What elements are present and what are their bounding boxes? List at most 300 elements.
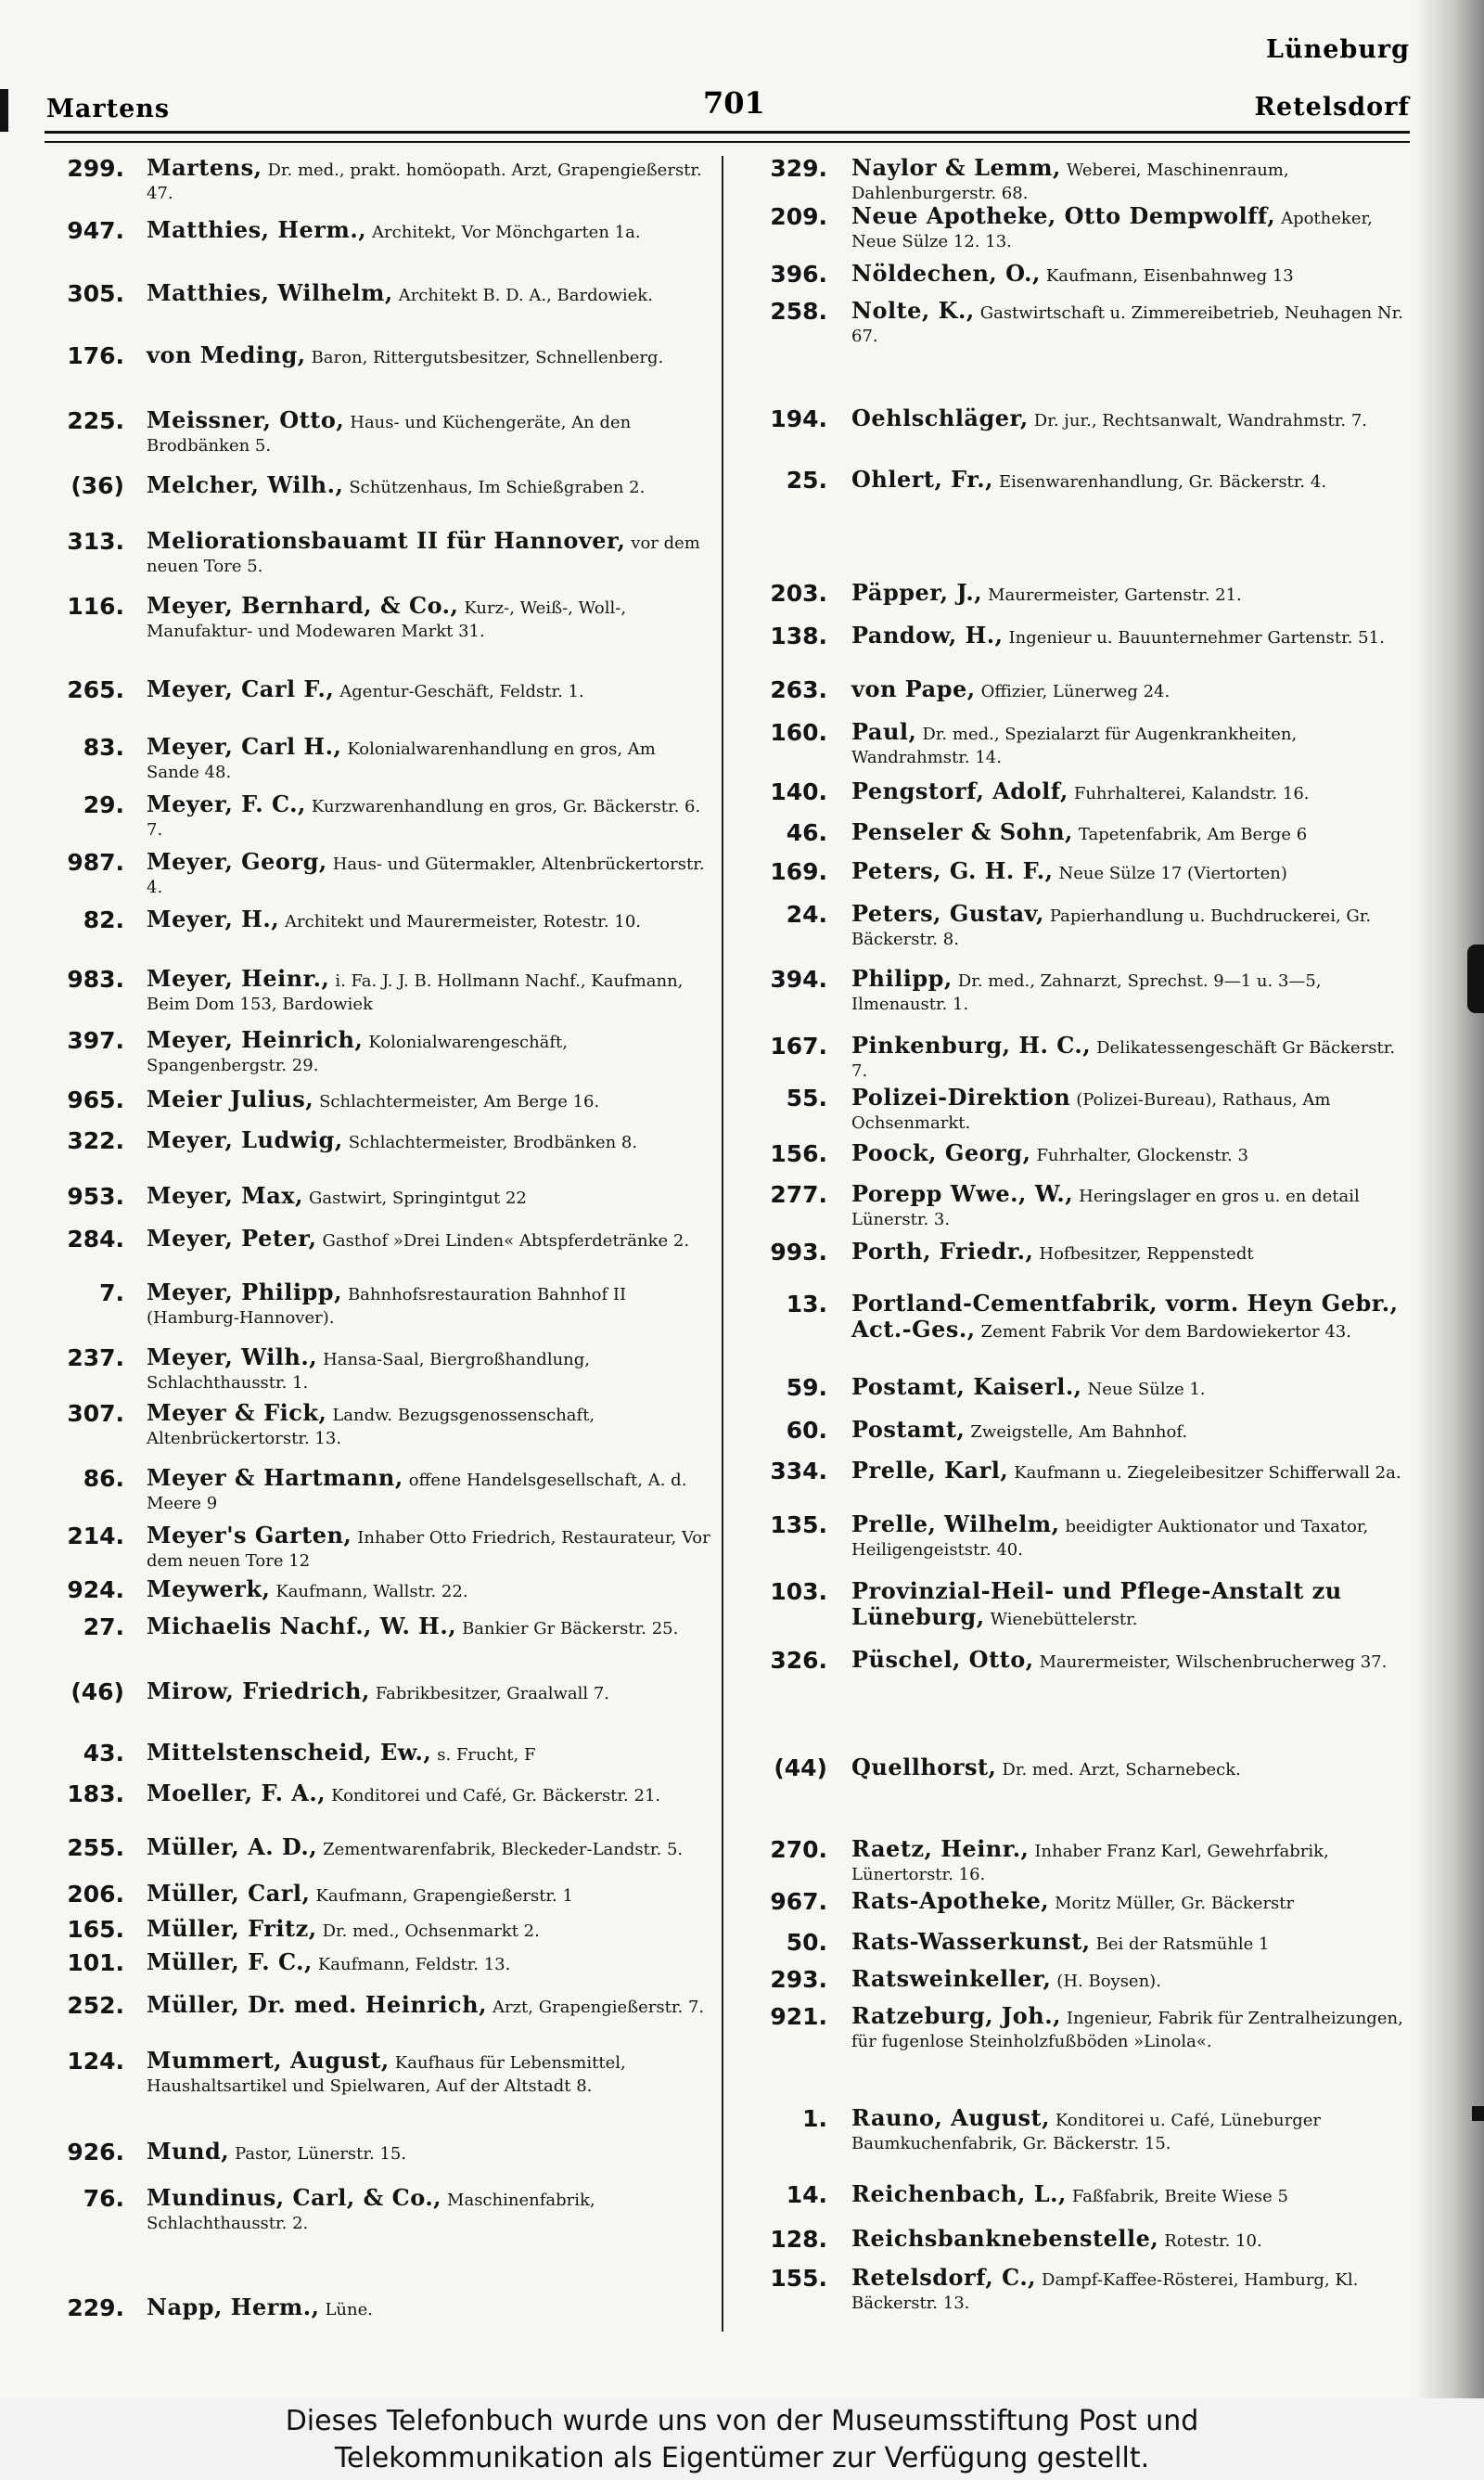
subscriber-name: Melcher, Wilh.,: [147, 471, 344, 498]
subscriber-name: Porepp Wwe., W.,: [851, 1180, 1074, 1207]
entry-text: [851, 2004, 1414, 2053]
entry-text: [147, 1614, 712, 1640]
phone-number: 263.: [770, 676, 827, 703]
subscriber-details: Zement Fabrik Vor dem Bardowiekertor 43.: [980, 1322, 1351, 1342]
phone-number: 138.: [770, 623, 827, 649]
entry-text: [147, 2295, 712, 2321]
entry-text: [851, 1648, 1414, 1674]
subscriber-name: Meier Julius,: [147, 1086, 314, 1112]
subscriber-name: Meyer, Philipp,: [147, 1279, 342, 1305]
phone-number: 194.: [770, 405, 827, 432]
subscriber-details: Haus- und Küchengeräte, An den Brodbänken 5.: [147, 413, 632, 456]
subscriber-details: Dr. med., prakt. homöopath. Arzt, Grapengießerstr. 47.: [147, 161, 702, 203]
subscriber-details: Lüne.: [325, 2300, 373, 2319]
phone-number: 176.: [67, 342, 124, 369]
subscriber-details: Schützenhaus, Im Schießgraben 2.: [349, 478, 646, 497]
subscriber-name: Müller, A. D.,: [147, 1833, 318, 1860]
phone-number: 165.: [67, 1916, 124, 1943]
phone-number: 209.: [770, 203, 827, 230]
subscriber-details: Dr. jur., Rechtsanwalt, Wandrahmstr. 7.: [1033, 411, 1368, 430]
header-first-entry: Martens: [46, 95, 171, 123]
subscriber-name: Neue Apotheke, Otto Dempwolff,: [851, 202, 1276, 229]
subscriber-details: Ingenieur, Fabrik für Zentralheizungen, für fugenlose Steinholzfußböden »Linola«.: [851, 2009, 1403, 2051]
subscriber-name: Polizei-Direktion: [851, 1084, 1071, 1111]
phone-number: 967.: [770, 1888, 827, 1915]
phone-number: 135.: [770, 1511, 827, 1538]
phone-number: 82.: [83, 906, 124, 933]
entry-text: [147, 1993, 712, 2019]
phone-number: 237.: [67, 1344, 124, 1371]
entry-text: [851, 262, 1414, 288]
subscriber-details: Konditorei u. Café, Lüneburger Baumkuchenfabrik, Gr. Bäckerstr. 15.: [851, 2111, 1321, 2153]
phone-number: 206.: [67, 1881, 124, 1908]
subscriber-name: von Pape,: [851, 675, 976, 702]
subscriber-name: Napp, Herm.,: [147, 2294, 320, 2320]
subscriber-details: Maurermeister, Wilschenbrucherweg 37.: [1039, 1652, 1388, 1672]
subscriber-details: Haus- und Gütermakler, Altenbrückertorstr. 4.: [147, 855, 705, 897]
phone-number: (44): [774, 1754, 827, 1781]
subscriber-name: Meyer & Hartmann,: [147, 1464, 403, 1491]
subscriber-details: Kaufmann u. Ziegeleibesitzer Schifferwall 2a.: [1014, 1463, 1401, 1483]
subscriber-name: von Meding,: [147, 341, 306, 368]
subscriber-details: Dampf-Kaffee-Rösterei, Hamburg, Kl. Bäckerstr. 13.: [851, 2270, 1359, 2313]
entry-text: [147, 1280, 712, 1330]
subscriber-details: Architekt B. D. A., Bardowiek.: [398, 286, 653, 305]
phone-number: 59.: [786, 1374, 827, 1401]
entry-text: [851, 2106, 1414, 2155]
entry-text: [851, 1291, 1414, 1343]
subscriber-name: Michaelis Nachf., W. H.,: [147, 1613, 457, 1639]
phone-number: 103.: [770, 1578, 827, 1605]
page-edge-shadow: [1414, 0, 1484, 2398]
subscriber-details: (H. Boysen).: [1056, 1972, 1161, 1991]
subscriber-name: Peters, G. H. F.,: [851, 857, 1054, 884]
subscriber-details: Architekt, Vor Mönchgarten 1a.: [372, 223, 641, 242]
subscriber-name: Meliorationsbauamt II für Hannover,: [147, 527, 626, 554]
phone-number: 258.: [770, 298, 827, 325]
subscriber-name: Ratzeburg, Joh.,: [851, 2002, 1061, 2029]
subscriber-details: Faßfabrik, Breite Wiese 5: [1071, 2187, 1288, 2206]
subscriber-details: Bankier Gr Bäckerstr. 25.: [462, 1619, 679, 1638]
entry-text: [147, 850, 712, 899]
entry-text: [851, 204, 1414, 253]
entry-text: [851, 967, 1414, 1016]
subscriber-name: Provinzial-Heil- und Pflege-Anstalt zu Lüneburg,: [851, 1577, 1342, 1630]
subscriber-name: Rats-Wasserkunst,: [851, 1928, 1091, 1955]
subscriber-details: Gastwirt, Springintgut 22: [308, 1189, 527, 1208]
phone-number: 14.: [786, 2181, 827, 2208]
phone-number: 128.: [770, 2226, 827, 2253]
subscriber-details: (Polizei-Bureau), Rathaus, Am Ochsenmarkt.: [851, 1090, 1331, 1133]
subscriber-name: Postamt, Kaiserl.,: [851, 1373, 1082, 1400]
subscriber-name: Meissner, Otto,: [147, 406, 345, 433]
subscriber-name: Peters, Gustav,: [851, 900, 1044, 927]
subscriber-details: Zementwarenfabrik, Bleckeder-Landstr. 5.: [323, 1840, 684, 1859]
phone-number: 924.: [67, 1576, 124, 1603]
entry-text: [851, 820, 1414, 846]
binding-mark-top-left: [0, 89, 8, 132]
entry-text: [147, 473, 712, 499]
subscriber-details: Schlachtermeister, Am Berge 16.: [319, 1092, 600, 1112]
phone-number: 953.: [67, 1183, 124, 1210]
subscriber-name: Meyer, Heinrich,: [147, 1026, 364, 1053]
phone-number: 229.: [67, 2294, 124, 2321]
subscriber-name: Meyer, Carl F.,: [147, 675, 335, 702]
phone-number: 993.: [770, 1239, 827, 1266]
phone-number: 55.: [786, 1085, 827, 1112]
phone-number: 921.: [770, 2003, 827, 2030]
subscriber-name: Meyer, Ludwig,: [147, 1126, 343, 1153]
phone-number: 13.: [786, 1291, 827, 1317]
page-number: 701: [703, 85, 765, 121]
phone-number: 277.: [770, 1181, 827, 1208]
phone-number: 394.: [770, 966, 827, 993]
phone-number: 60.: [786, 1417, 827, 1444]
footer-line-2: Telekommunikation als Eigentümer zur Verfügung gestellt.: [334, 2442, 1150, 2474]
subscriber-details: offene Handelsgesellschaft, A. d. Meere 9: [147, 1471, 687, 1513]
subscriber-details: Kaufmann, Grapengießerstr. 1: [315, 1886, 573, 1906]
entry-text: [851, 1837, 1414, 1886]
subscriber-details: s. Frucht, F: [437, 1745, 536, 1765]
phone-number: 203.: [770, 580, 827, 607]
subscriber-name: Mundinus, Carl, & Co.,: [147, 2184, 442, 2211]
subscriber-details: Arzt, Grapengießerstr. 7.: [492, 1998, 705, 2017]
subscriber-details: Tapetenfabrik, Am Berge 6: [1078, 825, 1308, 844]
subscriber-details: Landw. Bezugsgenossenschaft, Altenbrückertorstr. 13.: [147, 1406, 595, 1448]
subscriber-name: Müller, Dr. med. Heinrich,: [147, 1991, 487, 2018]
entry-text: [851, 2182, 1414, 2208]
entry-text: [147, 1950, 712, 1976]
subscriber-name: Müller, F. C.,: [147, 1948, 313, 1975]
subscriber-details: Eisenwarenhandlung, Gr. Bäckerstr. 4.: [998, 472, 1327, 492]
subscriber-details: Fabrikbesitzer, Graalwall 7.: [375, 1684, 610, 1703]
entry-text: [147, 1882, 712, 1908]
subscriber-name: Pinkenburg, H. C.,: [851, 1032, 1092, 1059]
phone-number: 101.: [67, 1949, 124, 1976]
subscriber-details: Apotheker, Neue Sülze 12. 13.: [851, 209, 1373, 251]
entry-text: [147, 1679, 712, 1705]
subscriber-name: Mummert, August,: [147, 2047, 390, 2074]
subscriber-details: beeidigter Auktionator und Taxator, Heiligengeiststr. 40.: [851, 1517, 1369, 1560]
phone-number: 183.: [67, 1780, 124, 1807]
entry-text: [147, 1577, 712, 1603]
subscriber-name: Retelsdorf, C.,: [851, 2264, 1037, 2291]
subscriber-details: Ingenieur u. Bauunternehmer Gartenstr. 51.: [1008, 628, 1385, 648]
subscriber-name: Postamt,: [851, 1416, 966, 1443]
entry-text: [851, 623, 1414, 649]
subscriber-details: Konditorei und Café, Gr. Bäckerstr. 21.: [331, 1786, 661, 1805]
subscriber-details: Kaufmann, Feldstr. 13.: [317, 1955, 511, 1974]
subscriber-details: Heringslager en gros u. en detail Lünerstr. 3.: [851, 1187, 1360, 1229]
entry-text: [851, 2227, 1414, 2253]
phone-number: 76.: [83, 2185, 124, 2212]
subscriber-details: Bei der Ratsmühle 1: [1095, 1934, 1270, 1954]
subscriber-details: vor dem neuen Tore 5.: [147, 533, 700, 576]
subscriber-name: Porth, Friedr.,: [851, 1238, 1034, 1265]
phone-number: 50.: [786, 1929, 827, 1956]
subscriber-name: Oehlschläger,: [851, 405, 1029, 431]
entry-text: [851, 156, 1414, 205]
subscriber-name: Reichenbach, L.,: [851, 2180, 1067, 2207]
subscriber-details: i. Fa. J. J. B. Hollmann Nachf., Kaufmann, Beim Dom 153, Bardowiek: [147, 971, 684, 1014]
phone-number: 983.: [67, 966, 124, 993]
entry-text: [851, 1512, 1414, 1561]
subscriber-details: Offizier, Lünerweg 24.: [980, 682, 1171, 701]
entry-text: [147, 2049, 712, 2098]
subscriber-name: Prelle, Wilhelm,: [851, 1510, 1060, 1537]
subscriber-name: Ohlert, Fr.,: [851, 466, 993, 493]
phone-number: 255.: [67, 1834, 124, 1861]
phone-number: 397.: [67, 1027, 124, 1054]
entry-text: [851, 1086, 1414, 1135]
subscriber-details: Agentur-Geschäft, Feldstr. 1.: [339, 682, 584, 701]
subscriber-details: Inhaber Franz Karl, Gewehrfabrik, Lünertorstr. 16.: [851, 1842, 1329, 1884]
page-header: [45, 19, 1410, 139]
entry-text: [147, 1128, 712, 1154]
phone-number: 214.: [67, 1523, 124, 1549]
entry-text: [851, 1458, 1414, 1484]
entry-text: [851, 677, 1414, 703]
phone-number: 293.: [770, 1966, 827, 1993]
phone-number: 25.: [786, 467, 827, 494]
entry-text: [147, 1523, 712, 1573]
subscriber-details: Pastor, Lünerstr. 15.: [235, 2144, 407, 2164]
entry-text: [851, 779, 1414, 805]
subscriber-details: Dr. med., Ochsenmarkt 2.: [322, 1921, 540, 1941]
subscriber-name: Meyer, Heinr.,: [147, 965, 330, 992]
phone-number: 329.: [770, 155, 827, 182]
subscriber-details: Kurz-, Weiß-, Woll-, Manufaktur- und Modewaren Markt 31.: [147, 598, 627, 641]
subscriber-details: Dr. med. Arzt, Scharnebeck.: [1002, 1760, 1241, 1780]
entry-text: [851, 581, 1414, 607]
phone-number: (46): [70, 1678, 124, 1705]
entry-text: [147, 735, 712, 784]
entry-text: [147, 218, 712, 244]
subscriber-name: Nolte, K.,: [851, 297, 975, 324]
subscriber-details: Kurzwarenhandlung en gros, Gr. Bäckerstr. 6. 7.: [147, 797, 701, 840]
entry-text: [147, 677, 712, 703]
phone-number: 7.: [99, 1279, 124, 1306]
subscriber-name: Matthies, Herm.,: [147, 216, 367, 243]
phone-number: 987.: [67, 849, 124, 876]
phone-number: 160.: [770, 719, 827, 746]
subscriber-name: Rats-Apotheke,: [851, 1887, 1050, 1914]
subscriber-details: Zweigstelle, Am Bahnhof.: [970, 1422, 1188, 1442]
subscriber-details: Gastwirtschaft u. Zimmereibetrieb, Neuhagen Nr. 67.: [851, 303, 1403, 346]
footer-line-1: Dieses Telefonbuch wurde uns von der Museumsstiftung Post und: [285, 2405, 1199, 2437]
subscriber-details: Weberei, Maschinenraum, Dahlenburgerstr. 68.: [851, 161, 1289, 203]
phone-number: 926.: [67, 2139, 124, 2165]
subscriber-name: Meyer, Wilh.,: [147, 1343, 318, 1370]
phone-number: 43.: [83, 1740, 124, 1767]
subscriber-name: Nöldechen, O.,: [851, 260, 1041, 287]
subscriber-name: Poock, Georg,: [851, 1139, 1031, 1166]
phone-number: 396.: [770, 261, 827, 288]
entry-text: [851, 1418, 1414, 1444]
subscriber-details: Papierhandlung u. Buchdruckerei, Gr. Bäckerstr. 8.: [851, 906, 1372, 949]
phone-number: 947.: [67, 217, 124, 244]
subscriber-details: Kaufmann, Wallstr. 22.: [275, 1582, 468, 1601]
subscriber-name: Meyer, F. C.,: [147, 790, 306, 817]
entry-text: [147, 2139, 712, 2165]
header-last-entry: Retelsdorf: [1254, 93, 1410, 122]
entry-text: [851, 1967, 1414, 1993]
subscriber-name: Matthies, Wilhelm,: [147, 279, 393, 306]
subscriber-name: Meyer, Georg,: [147, 848, 327, 875]
entry-text: [851, 1889, 1414, 1915]
subscriber-name: Penseler & Sohn,: [851, 818, 1073, 845]
phone-number: 156.: [770, 1140, 827, 1167]
subscriber-details: Maurermeister, Gartenstr. 21.: [988, 585, 1242, 605]
binding-mark-right-upper: [1467, 944, 1484, 1013]
entry-text: [851, 902, 1414, 951]
subscriber-name: Rauno, August,: [851, 2104, 1050, 2131]
subscriber-details: Dr. med., Spezialarzt für Augenkrankheiten, Wandrahmstr. 14.: [851, 725, 1298, 767]
subscriber-details: Baron, Rittergutsbesitzer, Schnellenberg.: [311, 348, 664, 367]
entry-text: [147, 1028, 712, 1077]
subscriber-name: Mirow, Friedrich,: [147, 1677, 370, 1704]
subscriber-name: Philipp,: [851, 965, 953, 992]
subscriber-name: Pengstorf, Adolf,: [851, 777, 1068, 804]
column-divider: [722, 156, 723, 2332]
subscriber-name: Mittelstenscheid, Ew.,: [147, 1739, 432, 1766]
subscriber-name: Müller, Fritz,: [147, 1915, 317, 1942]
subscriber-details: Kolonialwarenhandlung en gros, Am Sande 48.: [147, 739, 656, 782]
entry-text: [851, 1240, 1414, 1266]
phone-number: 252.: [67, 1992, 124, 2019]
phone-number: 27.: [83, 1613, 124, 1640]
subscriber-details: Neue Sülze 1.: [1087, 1380, 1206, 1399]
entry-text: [147, 1781, 712, 1807]
entry-text: [851, 1375, 1414, 1401]
subscriber-name: Pandow, H.,: [851, 622, 1004, 649]
phone-number: 24.: [786, 901, 827, 928]
entry-text: [147, 2186, 712, 2235]
subscriber-details: Hofbesitzer, Reppenstedt: [1039, 1244, 1254, 1264]
entry-text: [851, 2266, 1414, 2315]
entry-text: [851, 1930, 1414, 1956]
phone-number: 265.: [67, 676, 124, 703]
entry-text: [147, 343, 712, 369]
subscriber-name: Meyer, Max,: [147, 1182, 303, 1209]
subscriber-name: Naylor & Lemm,: [851, 154, 1061, 181]
phone-number: 225.: [67, 407, 124, 434]
phone-number: 284.: [67, 1226, 124, 1253]
subscriber-details: Kaufmann, Eisenbahnweg 13: [1045, 266, 1294, 286]
subscriber-details: Fuhrhalter, Glockenstr. 3: [1036, 1146, 1248, 1165]
subscriber-name: Päpper, J.,: [851, 579, 983, 606]
subscriber-name: Meyer, H.,: [147, 906, 280, 932]
subscriber-details: Rotestr. 10.: [1164, 2231, 1262, 2251]
phone-number: 140.: [770, 778, 827, 805]
subscriber-details: Dr. med., Zahnarzt, Sprechst. 9—1 u. 3—5, Ilmenaustr. 1.: [851, 971, 1322, 1014]
entry-text: [147, 967, 712, 1016]
subscriber-details: Kaufhaus für Lebensmittel, Haushaltsartikel und Spielwaren, Auf der Altstadt 8.: [147, 2053, 626, 2096]
header-double-rule: [45, 131, 1410, 143]
entry-text: [147, 1835, 712, 1861]
subscriber-details: Bahnhofsrestauration Bahnhof II (Hamburg-Hannover).: [147, 1285, 627, 1328]
subscriber-details: Kolonialwarengeschäft, Spangenbergstr. 29.: [147, 1033, 569, 1075]
phone-number: 313.: [67, 528, 124, 555]
entry-text: [147, 529, 712, 578]
subscriber-name: Müller, Carl,: [147, 1880, 311, 1907]
entry-text: [851, 1755, 1414, 1781]
phone-number: 86.: [83, 1465, 124, 1492]
phone-number: 334.: [770, 1458, 827, 1484]
subscriber-name: Raetz, Heinr.,: [851, 1835, 1030, 1862]
subscriber-name: Meywerk,: [147, 1575, 271, 1602]
phone-number: 116.: [67, 593, 124, 620]
header-region: Lüneburg: [1265, 35, 1410, 64]
phone-number: 46.: [786, 819, 827, 846]
entry-text: [147, 1917, 712, 1943]
subscriber-name: Paul,: [851, 718, 917, 745]
subscriber-name: Quellhorst,: [851, 1754, 997, 1780]
subscriber-name: Ratsweinkeller,: [851, 1965, 1052, 1992]
entry-text: [147, 1741, 712, 1767]
entry-text: [147, 1401, 712, 1450]
entry-text: [147, 408, 712, 457]
entry-text: [147, 594, 712, 643]
subscriber-details: Moritz Müller, Gr. Bäckerstr: [1055, 1894, 1295, 1913]
binding-mark-right-lower: [1472, 2106, 1484, 2121]
phone-number: 167.: [770, 1033, 827, 1060]
entry-text: [147, 156, 712, 205]
entry-text: [147, 1466, 712, 1515]
phone-number: 29.: [83, 791, 124, 818]
subscriber-name: Meyer, Bernhard, & Co.,: [147, 592, 459, 619]
subscriber-name: Mund,: [147, 2138, 230, 2165]
entry-text: [147, 1345, 712, 1394]
phone-number: 322.: [67, 1127, 124, 1154]
entry-text: [147, 792, 712, 842]
phone-number: 83.: [83, 734, 124, 761]
phone-number: 305.: [67, 280, 124, 307]
entry-text: [851, 299, 1414, 348]
entry-text: [147, 907, 712, 933]
phone-number: 124.: [67, 2048, 124, 2075]
phone-number: 965.: [67, 1086, 124, 1113]
entry-text: [851, 468, 1414, 494]
entry-text: [851, 1579, 1414, 1631]
subscriber-name: Meyer's Garten,: [147, 1522, 352, 1548]
entry-text: [851, 1034, 1414, 1083]
phone-number: 155.: [770, 2265, 827, 2292]
subscriber-name: Martens,: [147, 154, 262, 181]
subscriber-details: Gasthof »Drei Linden« Abtspferdetränke 2.: [322, 1231, 690, 1251]
phone-number: 307.: [67, 1400, 124, 1427]
entry-text: [147, 1087, 712, 1113]
entry-text: [851, 406, 1414, 432]
subscriber-details: Hansa-Saal, Biergroßhandlung, Schlachthausstr. 1.: [147, 1350, 591, 1393]
subscriber-details: Delikatessengeschäft Gr Bäckerstr. 7.: [851, 1038, 1396, 1081]
subscriber-details: Architekt und Maurermeister, Rotestr. 10.: [285, 912, 641, 932]
entry-text: [147, 1227, 712, 1253]
entry-text: [851, 1141, 1414, 1167]
subscriber-name: Püschel, Otto,: [851, 1646, 1034, 1673]
entry-text: [851, 859, 1414, 885]
phone-number: 270.: [770, 1836, 827, 1863]
phone-number: 169.: [770, 858, 827, 885]
subscriber-name: Prelle, Karl,: [851, 1457, 1009, 1484]
entry-text: [147, 1184, 712, 1210]
phone-number: 299.: [67, 155, 124, 182]
phone-number: (36): [70, 472, 124, 499]
subscriber-details: Fuhrhalterei, Kalandstr. 16.: [1073, 784, 1310, 803]
subscriber-name: Meyer, Carl H.,: [147, 733, 342, 760]
entry-text: [147, 281, 712, 307]
subscriber-details: Schlachtermeister, Brodbänken 8.: [348, 1133, 638, 1152]
